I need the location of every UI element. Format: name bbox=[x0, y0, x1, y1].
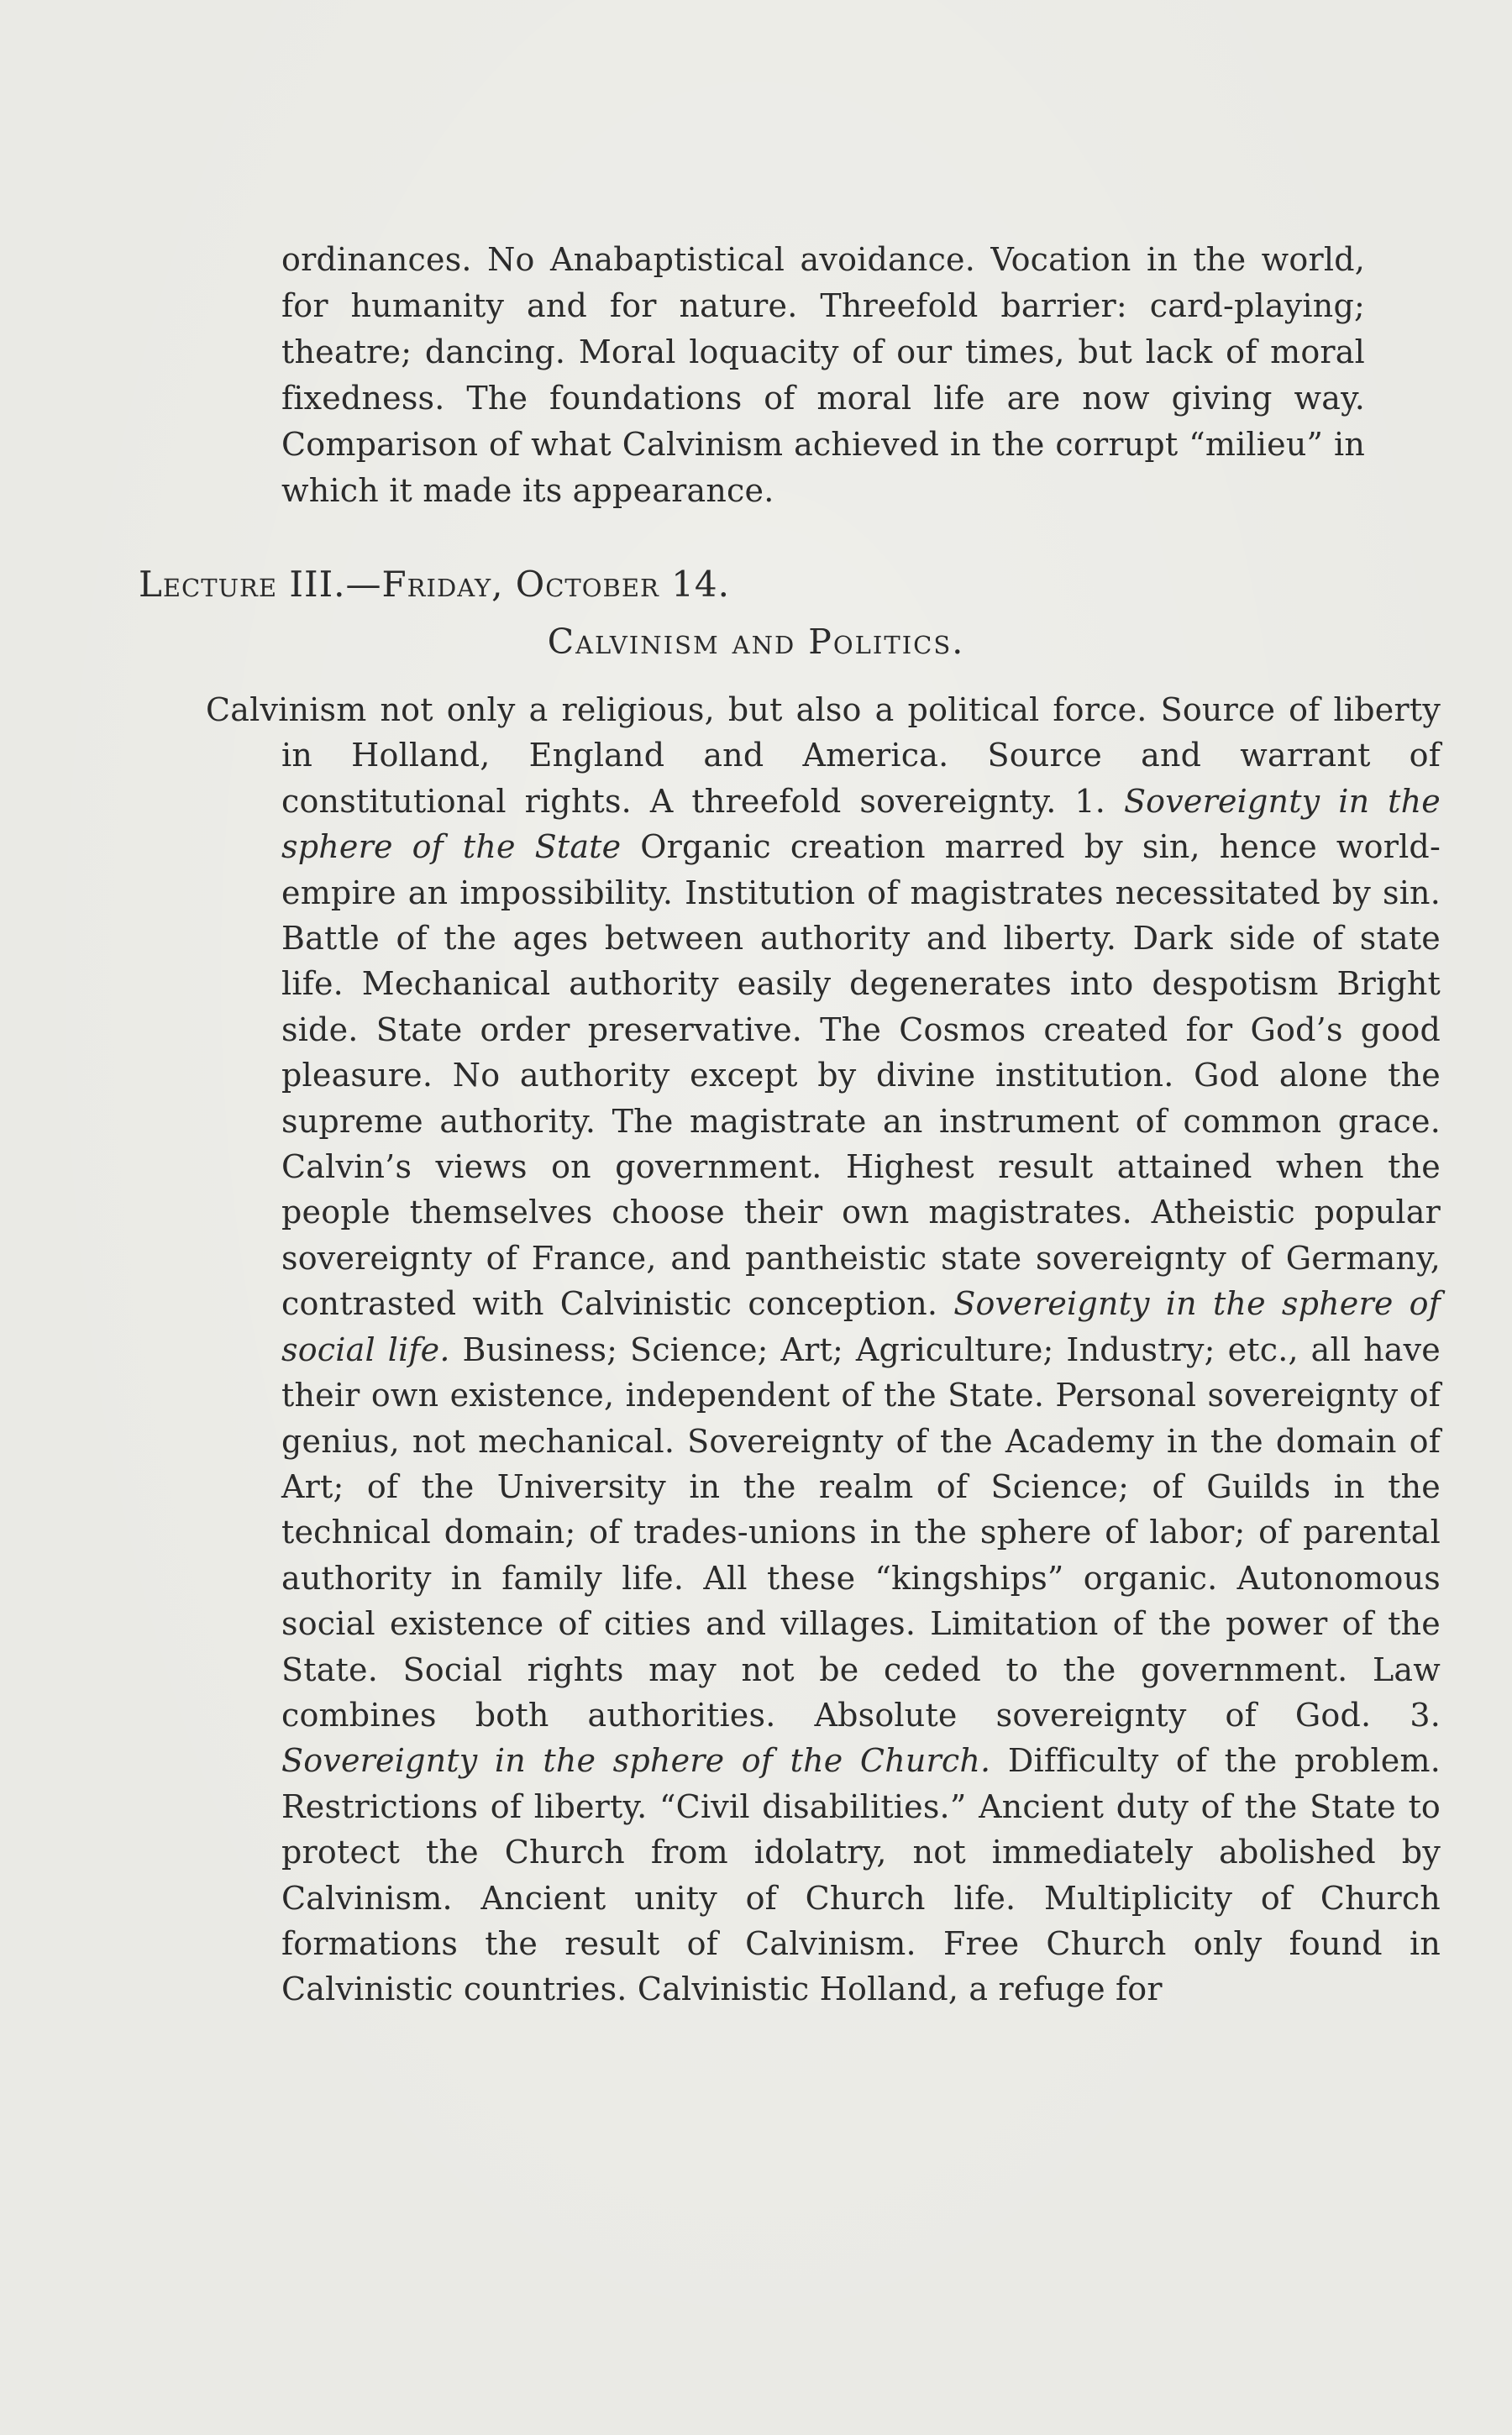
summary-italic-2: Sovereignty in the sphere of social life. bbox=[281, 1285, 1441, 1368]
lecture-summary-paragraph bbox=[206, 687, 1441, 2013]
lecture-subheading: Calvinism and Politics. bbox=[547, 622, 965, 662]
summary-italic-3: Sovereignty in the sphere of the Church. bbox=[281, 1742, 991, 1780]
intro-paragraph: ordinances. No Anabaptistical avoidance. Vocation in the world, for humanity and for nature. Threefold barrier: card-playing; theatre; dancing. Moral loquacity of our times, but lack of moral fixedness. The foundations of moral life are now giving way. Comparison of what Calvinism achieved in the corrupt “milieu” in which it made its appearance. bbox=[281, 241, 1365, 509]
summary-text-2: Organic creation marred by sin, hence world-empire an impossibility. Institution of magistrates necessitated by sin. Battle of the ages between authority and liberty. Dark side of state life. Mechanical authority easily degenerates into despotism Bright side. State order preservative. The Cosmos created for God’s good pleasure. No authority except by divine institution. God alone the supreme authority. The magistrate an instrument of common grace. Calvin’s views on government. Highest result attained when the people themselves choose their own magistrates. Atheistic popular sovereignty of France, and pantheistic state sovereignty of Germany, contrasted with Calvinistic conception. bbox=[281, 828, 1441, 1323]
summary-italic-1: Sovereignty in the sphere of the State bbox=[281, 782, 1441, 866]
summary-text-3: Business; Science; Art; Agriculture; Industry; etc., all have their own existence, independent of the State. Personal sovereignty of genius, not mechanical. Sovereignty of the Academy in the domain of Art; of the University in the realm of Science; of Guilds in the technical domain; of trades-unions in the sphere of labor; of parental authority in family life. All these “kingships” organic. Autonomous social existence of cities and villages. Limitation of the power of the State. Social rights may not be ceded to the government. Law combines both authorities. Absolute sovereignty of God. 3. bbox=[281, 1330, 1441, 1734]
summary-text-1: Calvinism not only a religious, but also a political force. Source of liberty in Holland, England and America. Source and warrant of constitutional rights. A threefold sovereignty. 1. bbox=[206, 691, 1441, 820]
summary-text-4: Difficulty of the problem. Restrictions of liberty. “Civil disabilities.” Ancient duty of the State to protect the Church from idolatry, not immediately abolished by Calvinism. Ancient unity of Church life. Multiplicity of Church formations the result of Calvinism. Free Church only found in Calvinistic countries. Calvinistic Holland, a refuge for bbox=[281, 1742, 1441, 2008]
lecture-heading: Lecture III.—Friday, October 14. bbox=[139, 564, 731, 605]
